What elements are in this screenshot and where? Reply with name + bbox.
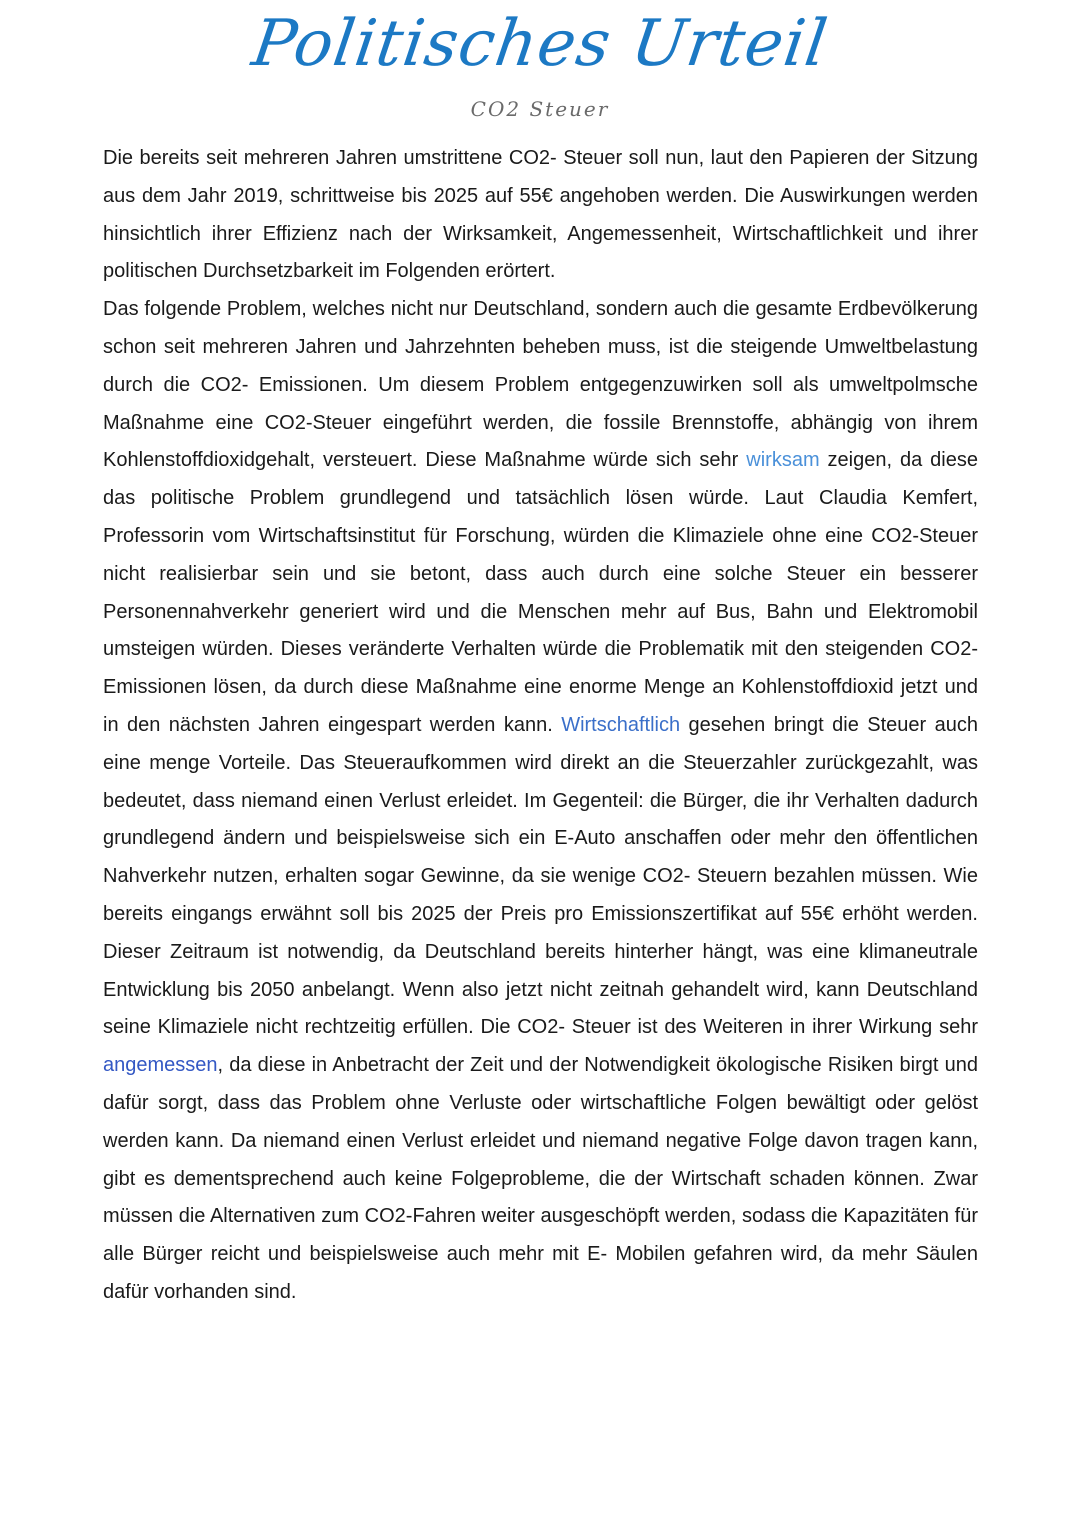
page-title: Politisches Urteil	[247, 7, 833, 81]
essay-body	[103, 140, 978, 1312]
paragraph-intro: Die bereits seit mehreren Jahren umstrittene CO2- Steuer soll nun, laut den Papieren der Sitzung aus dem Jahr 2019, schrittweise bis 2025 auf 55€ angehoben werden. Die Auswirkungen werden hinsichtlich ihrer Effizienz nach der Wirksamkeit, Angemessenheit, Wirtschaftlichkeit und ihrer politischen Durchsetzbarkeit im Folgenden erörtert.	[103, 147, 978, 283]
keyword-angemessen: angemessen	[103, 1054, 218, 1077]
keyword-wirksam: wirksam	[746, 449, 820, 472]
keyword-wirtschaftlich: Wirtschaftlich	[561, 713, 681, 736]
paragraph-main	[103, 291, 978, 1312]
text-segment: zeigen, da diese das politische Problem grundlegend und tatsächlich lösen würde. Laut Claudia Kemfert, Professorin vom Wirtschaftsinstitut für Forschung, würden die Klimaziele ohne eine CO2-Steuer nicht realisierbar sein und sie betont, dass auch durch eine solche Steuer ein besserer Personennahverkehr generiert wird und die Menschen mehr auf Bus, Bahn und Elektromobil umsteigen würden. Dieses veränderte Verhalten würde die Problematik mit den steigenden CO2- Emissionen lösen, da durch diese Maßnahme eine enorme Menge an Kohlenstoffdioxid jetzt und in den nächsten Jahren eingespart werden kann.	[103, 449, 978, 736]
text-segment: Das folgende Problem, welches nicht nur Deutschland, sondern auch die gesamte Erdbevölkerung schon seit mehreren Jahren und Jahrzehnten beheben muss, ist die steigende Umweltbelastung durch die CO2- Emissionen. Um diesem Problem entgegenzuwirken soll als umweltpolmsche Maßnahme eine CO2-Steuer eingeführt werden, die fossile Brennstoffe, abhängig von ihrem Kohlenstoffdioxidgehalt, versteuert. Diese Maßnahme würde sich sehr	[103, 298, 978, 472]
page-subtitle: CO2 Steuer	[470, 97, 610, 121]
text-segment: gesehen bringt die Steuer auch eine menge Vorteile. Das Steueraufkommen wird direkt an die Steuerzahler zurückgezahlt, was bedeutet, dass niemand einen Verlust erleidet. Im Gegenteil: die Bürger, die ihr Verhalten dadurch grundlegend ändern und beispielsweise sich ein E-Auto anschaffen oder mehr den öffentlichen Nahverkehr nutzen, erhalten sogar Gewinne, da sie wenige CO2- Steuern bezahlen müssen. Wie bereits eingangs erwähnt soll bis 2025 der Preis pro Emissionszertifikat auf 55€ erhöht werden. Dieser Zeitraum ist notwendig, da Deutschland bereits hinterher hängt, was eine klimaneutrale Entwicklung bis 2050 anbelangt. Wenn also jetzt nicht zeitnah gehandelt wird, kann Deutschland seine Klimaziele nicht rechtzeitig erfüllen. Die CO2- Steuer ist des Weiteren in ihrer Wirkung sehr	[103, 713, 978, 1039]
text-segment: , da diese in Anbetracht der Zeit und der Notwendigkeit ökologische Risiken birgt und dafür sorgt, dass das Problem ohne Verluste oder wirtschaftliche Folgen bewältigt oder gelöst werden kann. Da niemand einen Verlust erleidet und niemand negative Folge davon tragen kann, gibt es dementsprechend auch keine Folgeprobleme, die der Wirtschaft schaden können. Zwar müssen die Alternativen zum CO2-Fahren weiter ausgeschöpft werden, sodass die Kapazitäten für alle Bürger reicht und beispielsweise auch mehr mit E- Mobilen gefahren wird, da mehr Säulen dafür vorhanden sind.	[103, 1054, 978, 1303]
